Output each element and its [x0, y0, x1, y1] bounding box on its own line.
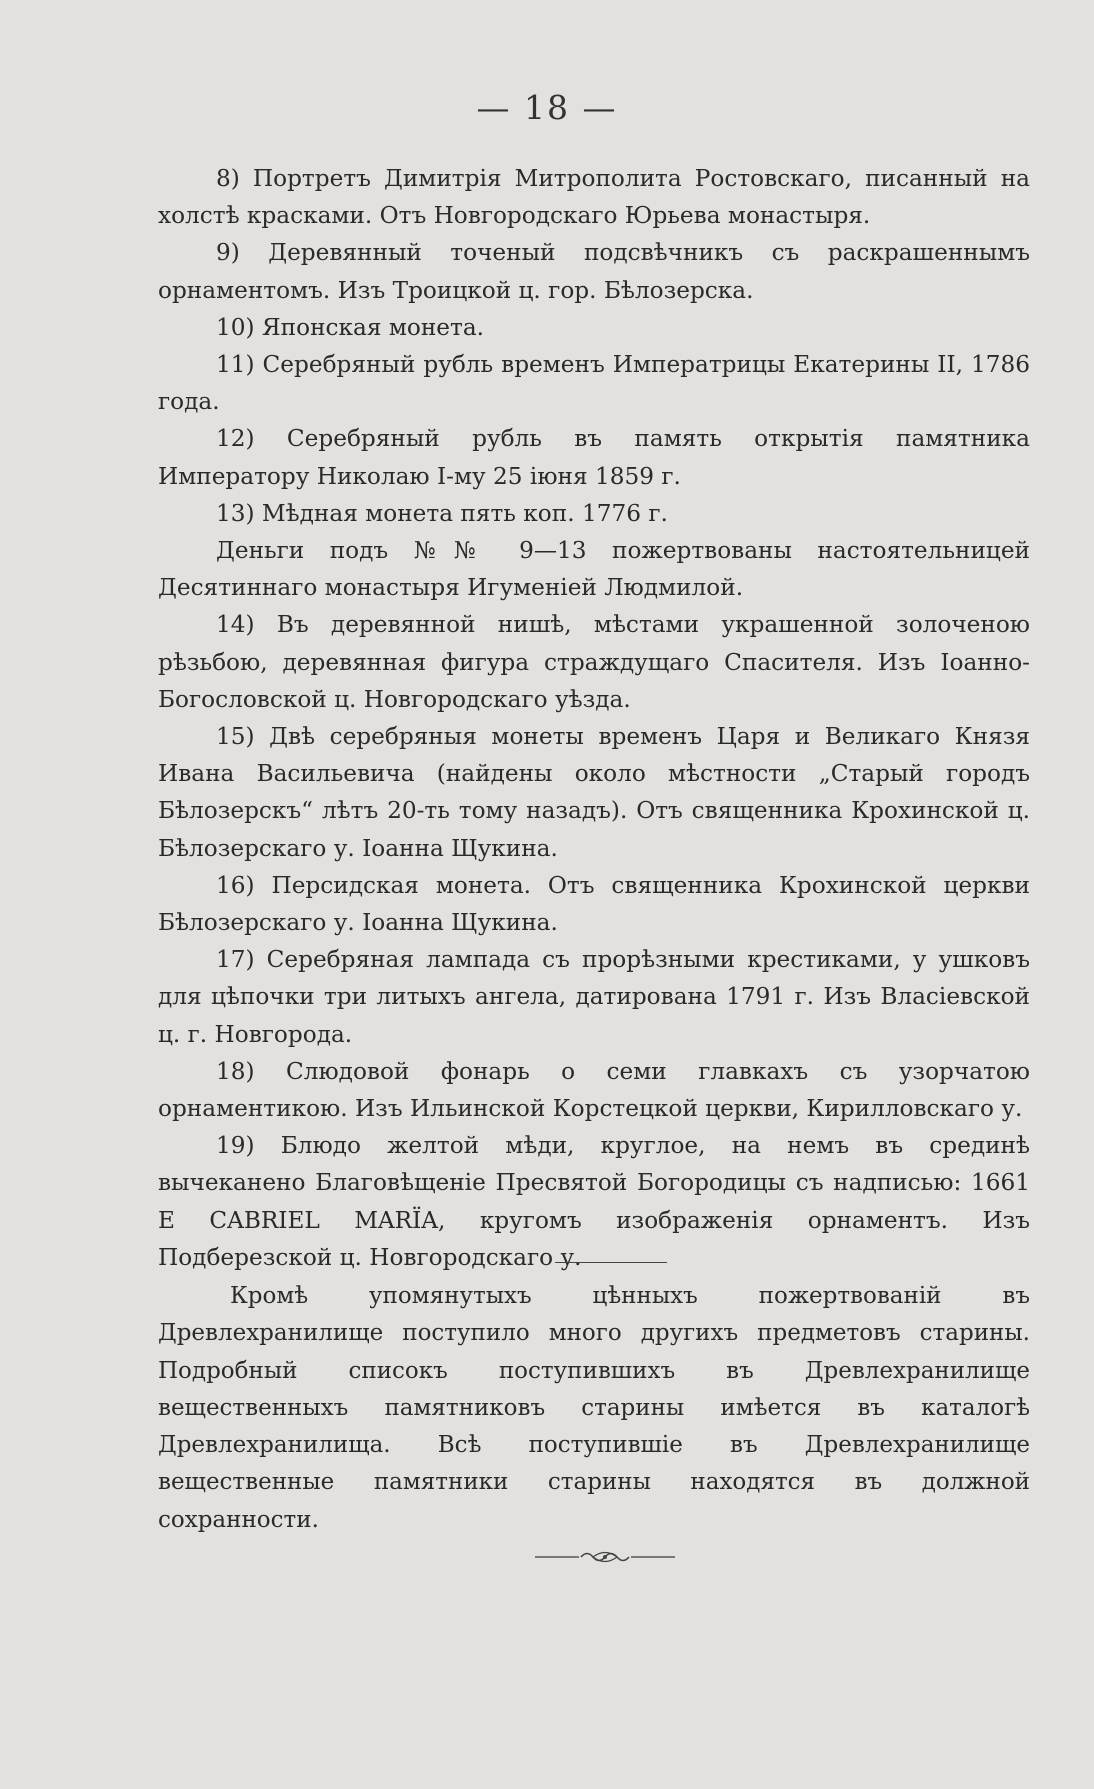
section-divider	[555, 1262, 667, 1263]
list-item: 8) Портретъ Димитрія Митрополита Ростовскаго, писанный на холстѣ красками. Отъ Новгородскаго Юрьева монастыря.	[158, 165, 1030, 230]
flourish-ornament-icon	[535, 1546, 675, 1568]
list-item: 13) Мѣдная монета пять коп. 1776 г.	[216, 499, 668, 527]
list-item: 16) Персидская монета. Отъ священника Крохинской церкви Бѣлозерскаго у. Іоанна Щукина.	[158, 871, 1030, 937]
list-item: 14) Въ деревянной нишѣ, мѣстами украшенной золоченою рѣзьбою, деревянная фигура страждущаго Спасителя. Изъ Іоанно-Богословской ц. Новгородскаго уѣзда.	[158, 611, 1030, 713]
closing-paragraph: Кромѣ упомянутыхъ цѣнныхъ пожертвованій въ Древлехранилище поступило много другихъ предметовъ старины. Подробный списокъ поступившихъ въ Древлехранилище вещественныхъ памятниковъ старины имѣется въ каталогѣ Древлехранилища. Всѣ поступившіе въ Древлехранилище вещественные памятники старины находятся въ должной сохранности.	[158, 1283, 1030, 1533]
list-item: 19) Блюдо желтой мѣди, круглое, на немъ въ срединѣ вычеканено Благовѣщеніе Пресвятой Богородицы съ надписью: 1661 Е CABRIEL MARÏA, кругомъ изображенія орнаментъ. Изъ Подберезской ц. Новгородскаго у.	[158, 1132, 1030, 1271]
page-number: — 18 —	[476, 88, 618, 127]
list-item: 17) Серебряная лампада съ прорѣзными крестиками, у ушковъ для цѣпочки три литыхъ ангела, датирована 1791 г. Изъ Власіевской ц. г. Новгорода.	[158, 946, 1030, 1048]
item-list	[158, 160, 1030, 1276]
list-item: 15) Двѣ серебряныя монеты временъ Царя и Великаго Князя Ивана Васильевича (найдены около мѣстности „Старый городъ Бѣлозерскъ“ лѣтъ 20-ть тому назадъ). Отъ священника Крохинской ц. Бѣлозерскаго у. Іоанна Щукина.	[158, 723, 1030, 862]
list-item: 12) Серебряный рубль въ память открытія памятника Императору Николаю I-му 25 іюня 1859 г.	[158, 425, 1030, 490]
list-item: 18) Слюдовой фонарь о семи главкахъ съ узорчатою орнаментикою. Изъ Ильинской Корстецкой церкви, Кирилловскаго у.	[158, 1057, 1030, 1123]
list-item: 9) Деревянный точеный подсвѣчникъ съ раскрашеннымъ орнаментомъ. Изъ Троицкой ц. гор. Бѣлозерска.	[158, 239, 1030, 304]
list-item: Деньги подъ №№ 9—13 пожертвованы настоятельницей Десятиннаго монастыря Игуменіей Людмилой.	[158, 537, 1030, 602]
list-item: 11) Серебряный рубль временъ Императрицы Екатерины II, 1786 года.	[158, 351, 1030, 416]
list-item: 10) Японская монета.	[216, 313, 485, 341]
